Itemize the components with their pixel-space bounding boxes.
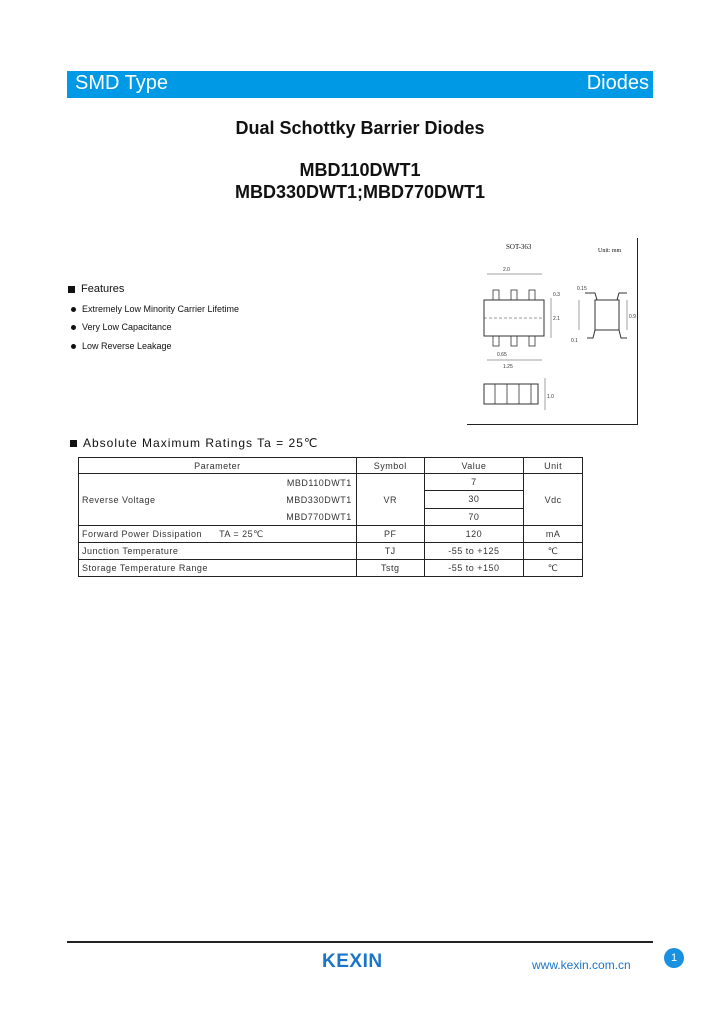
column-header: Unit xyxy=(524,458,583,474)
document-title: Dual Schottky Barrier Diodes xyxy=(235,118,485,138)
unit-cell: ℃ xyxy=(524,560,583,577)
table-row xyxy=(79,543,583,560)
dim-label: 0.9 xyxy=(629,314,636,320)
bullet-icon xyxy=(71,325,76,330)
package-outline-diagram xyxy=(467,238,637,424)
symbol-cell: PF xyxy=(356,526,424,543)
table-header-row xyxy=(79,458,583,474)
param-label: Forward Power Dissipation xyxy=(82,528,203,539)
square-bullet-icon xyxy=(68,286,75,293)
unit-cell: mA xyxy=(524,526,583,543)
ratings-table xyxy=(78,457,583,577)
dim-label: 0.65 xyxy=(497,352,507,358)
package-name: SOT-363 xyxy=(506,243,532,251)
dim-label: 1.25 xyxy=(503,364,513,370)
part-label: MBD330DWT1 xyxy=(286,494,352,505)
part-label: MBD110DWT1 xyxy=(286,477,352,488)
dim-label: 0.3 xyxy=(553,292,560,298)
column-header: Value xyxy=(424,458,524,474)
bullet-icon xyxy=(71,344,76,349)
param-cell: Junction Temperature xyxy=(79,543,357,560)
features-heading-text: Features xyxy=(81,283,125,295)
website-link[interactable]: www.kexin.com.cn xyxy=(532,958,631,972)
param-condition: TA = 25℃ xyxy=(219,528,264,539)
footer-divider xyxy=(67,941,653,943)
part-label: MBD770DWT1 xyxy=(286,511,352,522)
package-unit: Unit: mm xyxy=(598,248,622,254)
table-row xyxy=(79,474,583,491)
value-cell: 7 xyxy=(424,474,524,491)
dim-label: 2.1 xyxy=(553,316,560,322)
value-cell: -55 to +125 xyxy=(424,543,524,560)
param-label: Reverse Voltage xyxy=(82,494,156,505)
feature-item xyxy=(71,322,172,332)
dim-label: 2.0 xyxy=(503,267,510,273)
features-heading xyxy=(68,283,124,295)
dim-label: 0.1 xyxy=(571,338,578,344)
value-cell: 70 xyxy=(424,508,524,525)
header-bar xyxy=(67,71,653,98)
feature-text: Extremely Low Minority Carrier Lifetime xyxy=(82,304,240,314)
header-left-label: SMD Type xyxy=(75,72,168,94)
table-row xyxy=(79,526,583,543)
reverse-voltage-cell xyxy=(79,474,357,526)
symbol-cell: Tstg xyxy=(356,560,424,577)
unit-cell: ℃ xyxy=(524,543,583,560)
value-cell: 120 xyxy=(424,526,524,543)
unit-cell: Vdc xyxy=(524,474,583,526)
dim-label: 0.15 xyxy=(577,286,587,292)
value-cell: -55 to +150 xyxy=(424,560,524,577)
feature-item xyxy=(71,341,172,351)
table-row xyxy=(79,560,583,577)
param-cell xyxy=(79,526,357,543)
column-header: Parameter xyxy=(79,458,357,474)
kexin-logo: KEXIN xyxy=(322,951,383,972)
column-header: Symbol xyxy=(356,458,424,474)
part-number-2: MBD330DWT1;MBD770DWT1 xyxy=(234,182,486,202)
value-cell: 30 xyxy=(424,491,524,508)
symbol-cell: VR xyxy=(356,474,424,526)
part-number-1: MBD110DWT1 xyxy=(299,160,421,180)
ratings-heading xyxy=(70,436,318,450)
header-right-label: Diodes xyxy=(586,72,649,94)
dim-label: 1.0 xyxy=(547,394,554,400)
symbol-cell: TJ xyxy=(356,543,424,560)
feature-text: Low Reverse Leakage xyxy=(82,341,172,351)
square-bullet-icon xyxy=(70,440,77,447)
ratings-heading-text: Absolute Maximum Ratings Ta = 25℃ xyxy=(83,436,319,450)
bullet-icon xyxy=(71,307,76,312)
package-drawing xyxy=(467,238,638,425)
page-number-badge: 1 xyxy=(664,948,684,968)
feature-text: Very Low Capacitance xyxy=(82,322,172,332)
feature-item xyxy=(71,304,239,314)
param-cell: Storage Temperature Range xyxy=(79,560,357,577)
